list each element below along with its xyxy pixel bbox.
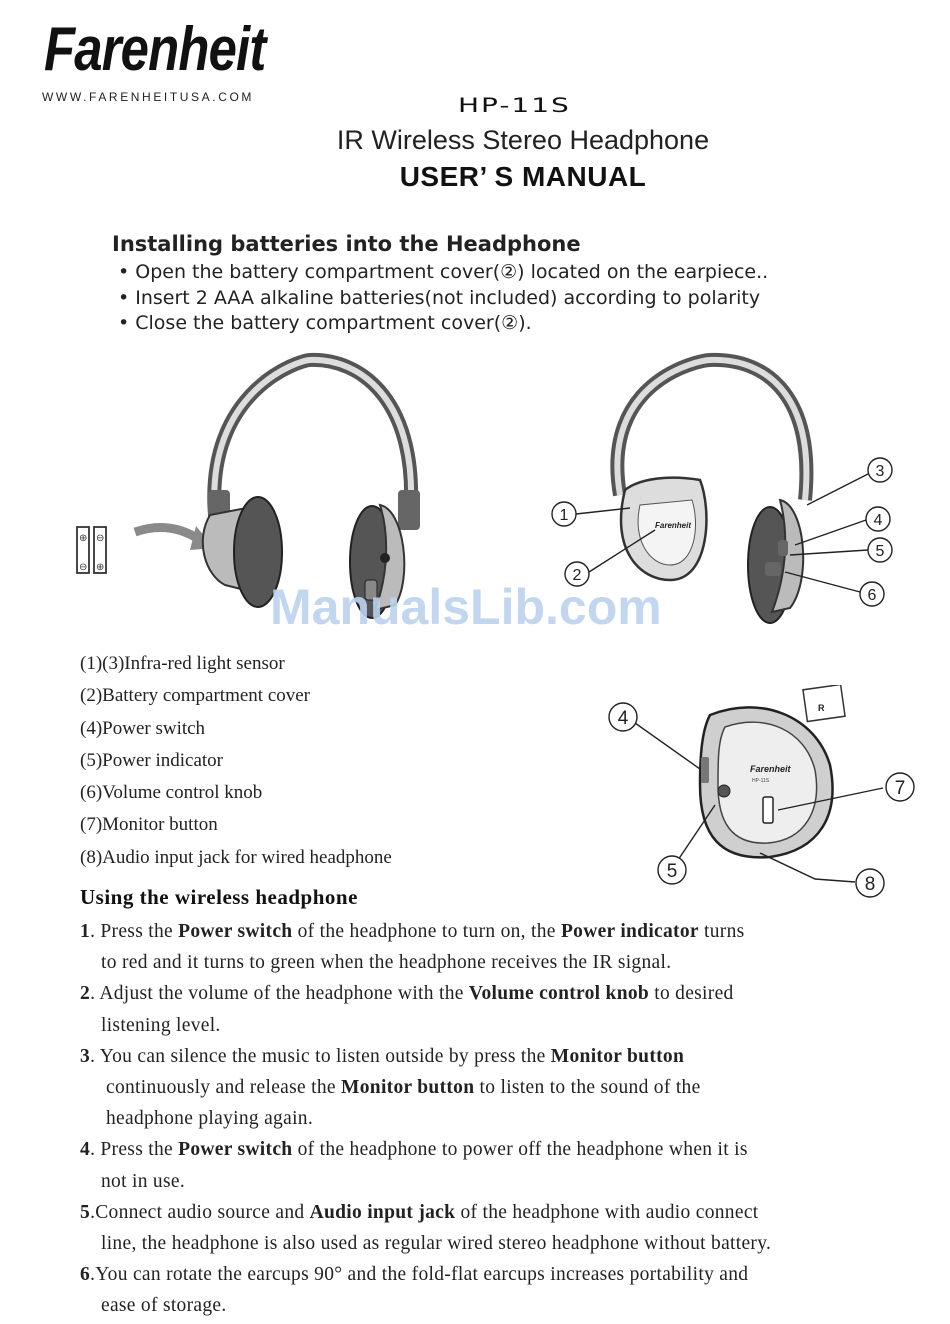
callout-5 (868, 538, 892, 562)
callout-4 (866, 507, 890, 531)
right-tag-text: R (818, 703, 825, 713)
earcup-brand-text: Farenheit (750, 764, 791, 774)
svg-text:⊖: ⊖ (96, 533, 105, 544)
list-item: (7)Monitor button (80, 814, 218, 836)
brand-url: WWW.FARENHEITUSA.COM (42, 90, 254, 104)
svg-text:4: 4 (873, 512, 883, 529)
earcup-detail-illustration (600, 685, 930, 900)
list-item: (1)(3)Infra-red light sensor (80, 653, 285, 674)
svg-text:8: 8 (864, 874, 876, 895)
svg-text:⊕: ⊕ (79, 533, 88, 544)
callout-1 (552, 502, 576, 526)
brand-logo: Farenheit (44, 15, 266, 84)
bullet-item: • Insert 2 AAA alkaline batteries(not included) according to polarity (118, 286, 761, 309)
usage-heading: Using the wireless headphone (80, 885, 358, 909)
svg-text:4: 4 (617, 708, 629, 729)
step-3: 3. You can silence the music to listen outside by press the Monitor button continuously and release the Monitor button to listen to the sound of the headphone playing again. (80, 1045, 701, 1130)
callout-3 (868, 458, 892, 482)
svg-text:⊕: ⊕ (96, 562, 105, 573)
usage-steps (80, 916, 910, 1322)
parts-list (80, 648, 392, 874)
list-item: (2)Battery compartment cover (80, 685, 311, 707)
step-1: 1. Press the Power switch of the headphone to turn on, the Power indicator turns to red and it turns to green when the headphone receives the IR signal. (80, 921, 745, 974)
step-4: 4. Press the Power switch of the headphone to power off the headphone when it is not in use. (80, 1139, 748, 1192)
battery-bullets (118, 260, 768, 337)
svg-text:6: 6 (867, 587, 877, 604)
svg-text:3: 3 (875, 463, 885, 480)
list-item: (8)Audio input jack for wired headphone (80, 846, 392, 868)
svg-text:2: 2 (572, 567, 582, 584)
list-item: (4)Power switch (80, 717, 206, 739)
watermark: ManualsLib.com (270, 579, 662, 635)
battery-heading: Installing batteries into the Headphone (112, 232, 581, 256)
earcup-model-text: HP-11S (752, 778, 770, 784)
earcup-brand-text: Farenheit (655, 521, 692, 530)
svg-text:5: 5 (875, 543, 885, 560)
model-number: HP-11S (458, 94, 571, 118)
callout-8 (856, 869, 884, 897)
product-subtitle: IR Wireless Stereo Headphone (336, 125, 710, 155)
callout-7 (886, 773, 914, 801)
svg-text:7: 7 (894, 778, 906, 799)
manual-title: USER’ S MANUAL (399, 161, 647, 192)
callout-5 (658, 856, 686, 884)
bullet-item: • Open the battery compartment cover(②) located on the earpiece.. (118, 261, 769, 283)
bullet-item: • Close the battery compartment cover(②). (118, 312, 532, 334)
step-2: 2. Adjust the volume of the headphone with the Volume control knob to desired listening level. (80, 983, 734, 1036)
callout-6 (860, 582, 884, 606)
callout-4 (609, 703, 637, 731)
step-6: 6.You can rotate the earcups 90° and the fold-flat earcups increases portability and ease of storage. (80, 1264, 749, 1317)
svg-text:5: 5 (666, 861, 678, 882)
svg-text:1: 1 (559, 507, 569, 524)
list-item: (5)Power indicator (80, 749, 223, 771)
list-item: (6)Volume control knob (80, 782, 263, 804)
svg-text:⊖: ⊖ (79, 562, 88, 573)
step-5: 5.Connect audio source and Audio input jack of the headphone with audio connect line, the headphone is also used as regular wired stereo headphone without battery. (80, 1201, 772, 1255)
battery-icon (77, 527, 106, 573)
